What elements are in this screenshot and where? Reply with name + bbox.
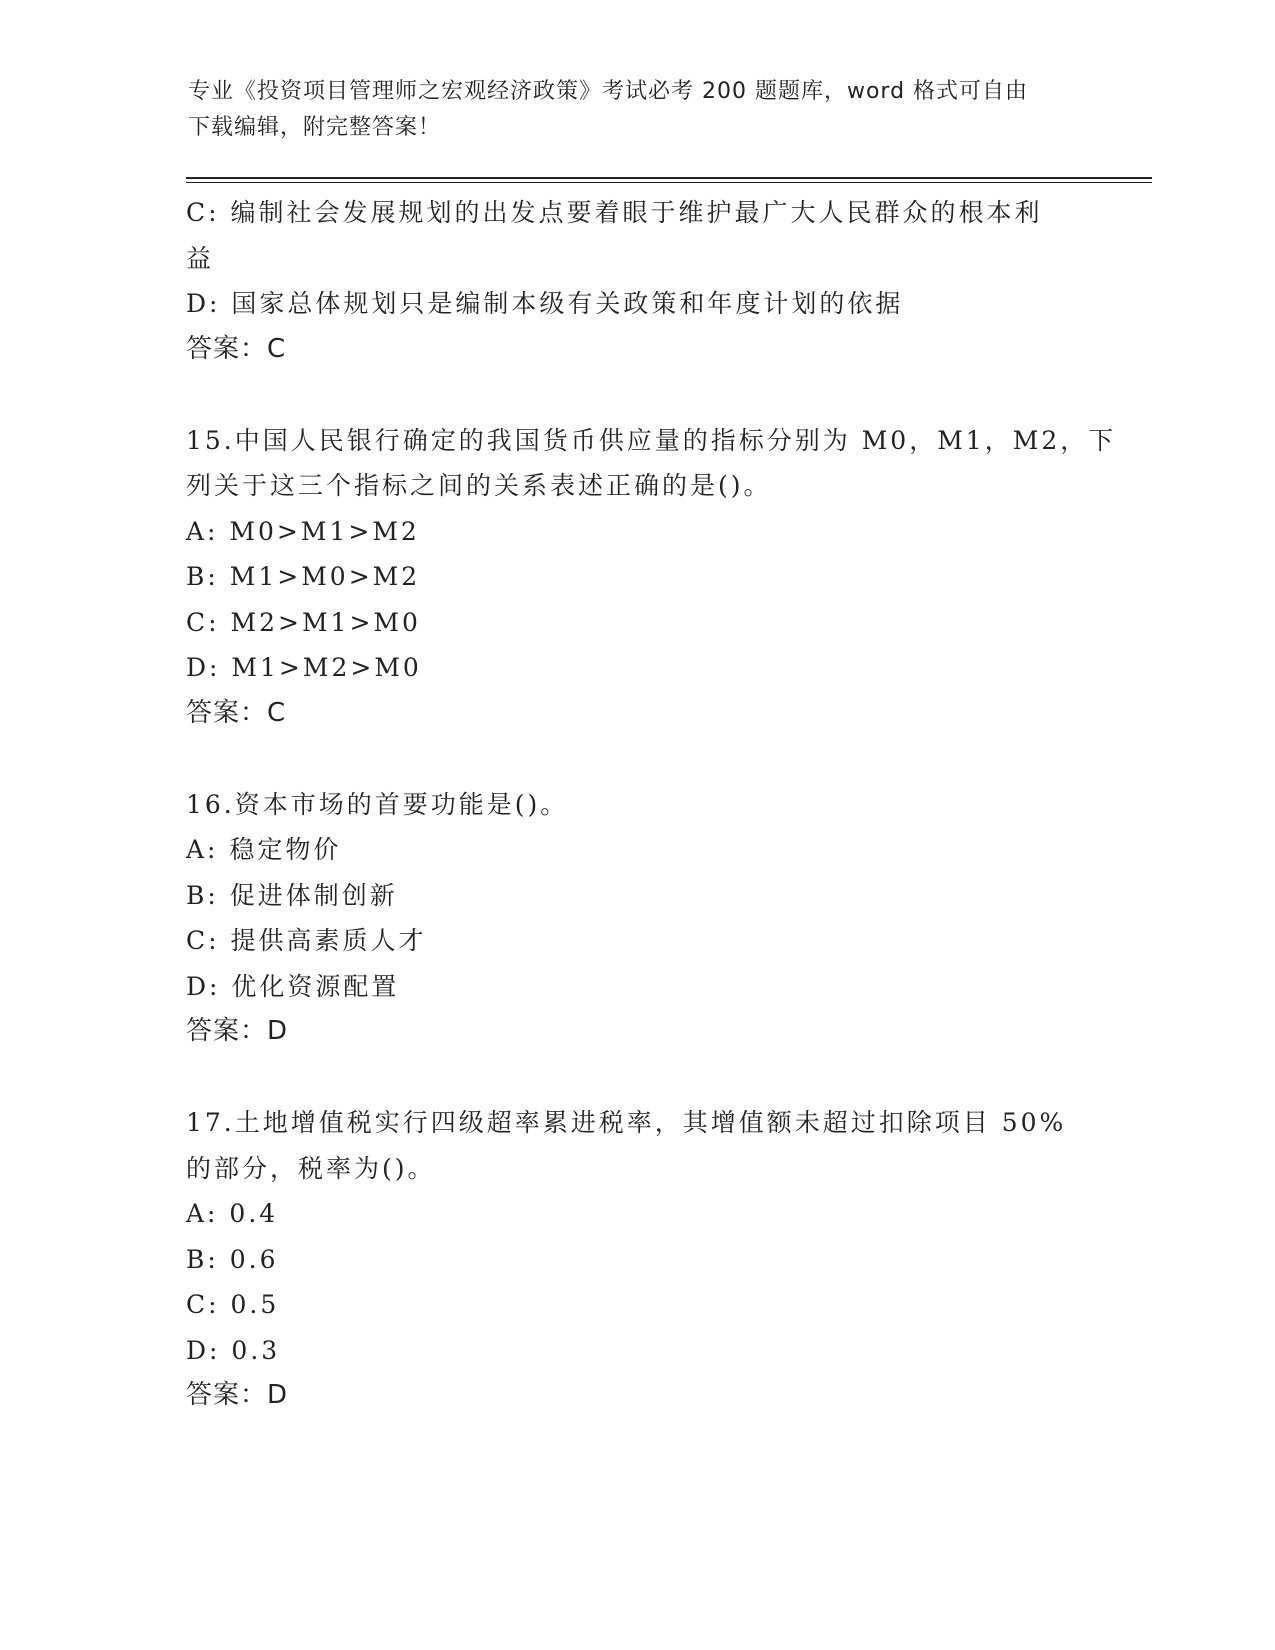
question-16	[186, 782, 1106, 1055]
spacer	[186, 372, 1106, 418]
question-15	[186, 418, 1117, 737]
option-c: C: 0.5	[186, 1290, 280, 1319]
option-d: D: 优化资源配置	[186, 971, 400, 1001]
header-line-1: 专业《投资项目管理师之宏观经济政策》考试必考 200 题题库，word 格式可自由	[188, 79, 1029, 104]
answer: 答案：D	[186, 1380, 289, 1410]
option-d: D: 国家总体规划只是编制本级有关政策和年度计划的依据	[186, 289, 904, 318]
question-stem: 17.土地增值税实行四级超率累进税率，其增值额未超过扣除项目 50%	[186, 1108, 1067, 1137]
option-c-continued: 益	[186, 243, 215, 273]
option-d: D: M1>M2>M0	[186, 653, 422, 682]
question-14	[186, 190, 1106, 372]
answer: 答案：D	[186, 1016, 289, 1046]
option-a: A: M0>M1>M2	[186, 516, 420, 546]
option-c: C: M2>M1>M0	[186, 607, 421, 637]
question-stem: 15.中国人民银行确定的我国货币供应量的指标分别为 M0，M1，M2，下	[186, 425, 1117, 455]
question-stem-continued: 的部分，税率为()。	[186, 1153, 436, 1183]
question-stem-continued: 列关于这三个指标之间的关系表述正确的是()。	[186, 471, 772, 500]
question-list	[186, 190, 1117, 1419]
option-b: B: 0.6	[186, 1244, 279, 1274]
question-17	[186, 1100, 1106, 1419]
header-rule-thick	[186, 177, 1152, 179]
option-b: B: 促进体制创新	[186, 880, 398, 910]
answer: 答案：C	[186, 333, 287, 364]
option-c: C: 提供高素质人才	[186, 926, 427, 955]
option-b: B: M1>M0>M2	[186, 562, 421, 591]
question-stem: 16.资本市场的首要功能是()。	[186, 789, 569, 819]
page-header	[188, 74, 1088, 146]
spacer	[186, 1055, 1106, 1101]
answer: 答案：C	[186, 697, 287, 728]
option-d: D: 0.3	[186, 1335, 281, 1365]
header-line-2: 下载编辑，附完整答案！	[188, 115, 442, 140]
option-a: A: 0.4	[186, 1199, 279, 1228]
header-rule-thin	[186, 182, 1152, 183]
option-c: C: 编制社会发展规划的出发点要着眼于维护最广大人民群众的根本利	[186, 198, 1043, 227]
option-a: A: 稳定物价	[186, 835, 342, 864]
spacer	[186, 736, 1106, 782]
